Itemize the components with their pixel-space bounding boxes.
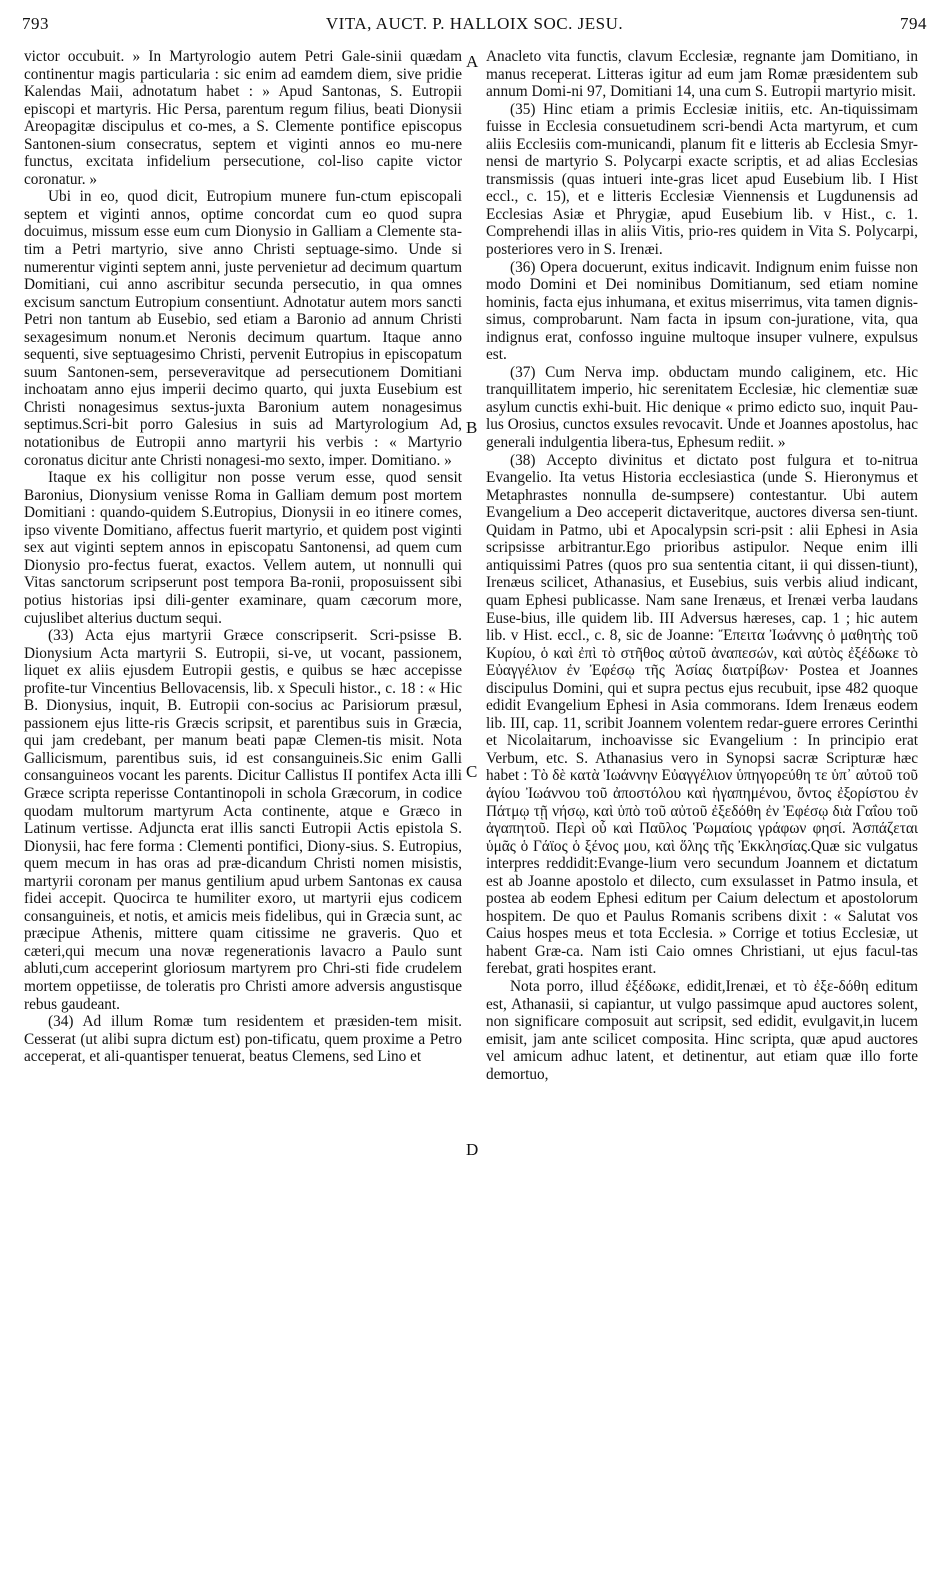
section-marker-a: A — [466, 52, 479, 71]
section-marker-b: B — [466, 418, 478, 437]
paragraph: victor occubuit. » In Martyrologio autem Petri Gale-sinii quædam continentur magis particularia : sic enim ad eamdem diem, sive pridie Kalendas Maii, adnotatum habet : » Apud Santonas, S. Eutropii episcopi et martyris. Hic Persa, parentum regum filius, beati Dionysii Areopagitæ discipulus et co-mes, a S. Clemente pontifice episcopus Santonen-sium consecratus, septem et viginti annos eo mu-nere functus, excitata infidelium persecutione, col-liso capite victor coronatur. » — [24, 48, 462, 188]
running-head: VITA, AUCT. P. HALLOIX SOC. JESU. — [325, 14, 624, 33]
paragraph: Itaque ex his colligitur non posse verum esse, quod sensit Baronius, Dionysium venisse Roma in Galliam demum post mortem Domitiani : quando-quidem S.Eutropius, Dionysii in eo itinere comes, ipso vivente Domitiano, affectus fuerit martyrio, et quidem post viginti sex aut viginti septem annos in episcopatu Santonensi, ad quem cum Dionysio pro-fectus fuerat, exactos. Vellem autem, ut nonnulli qui Vitas sanctorum scripserunt post tempora Ba-ronii, proposuissent sibi potius historias ipsi dili-genter examinare, quam cæcorum more, cujuslibet alterius ductum sequi. — [24, 469, 462, 627]
paragraph: Nota porro, illud ἐξέδωκε, edidit,Irenæi, et τὸ ἐξε-δόθη editum est, Athanasii, si capiantur, ut vulgo passimque apud auctores solent, non significare composuit aut scripsit, sed edidit, evulgavit,in lucem emisit, jam ante scilicet composita. Hinc scripta, quæ apud auctores vel amicum adhuc latent, et detinentur, aut etiam quæ illo forte demortuo, — [486, 977, 918, 1083]
right-column — [486, 48, 918, 1083]
paragraph: (36) Opera docuerunt, exitus indicavit. Indignum enim fuisse non modo Domini et Dei nominibus Domitianum, sed etiam nomine hominis, facta ejus inhumana, et exitus miserrimus, vita tamen dignis-simus, comprobarunt. Nam facta in ipsum con-juratione, vita, qua indignus erat, confosso inguine multoque insuper vulnere, expulsus est. — [486, 258, 918, 364]
paragraph: (35) Hinc etiam a primis Ecclesiæ initiis, etc. An-tiquissimam fuisse in Ecclesia consuetudinem scri-bendi Acta martyrum, et cum aliis Ecclesiis com-municandi, planum fit e litteris ab Ecclesia Smyr-nensi de martyrio S. Polycarpi exacte scriptis, et ad alias Ecclesias transmissis (quas intueri inte-gras licet apud Eusebium lib. I Hist eccl., c. 15), et e litteris Ecclesiæ Viennensis et Lugdunensis ad Ecclesias Asiæ et Phrygiæ, apud Eusebium lib. v Hist., c. 1. Comprehendi illas in aliis Vitis, prio-res quidem in Vita S. Polycarpi, posteriores vero in S. Irenæi. — [486, 100, 918, 259]
paragraph: (38) Accepto divinitus et dictato post fulgura et to-nitrua Evangelio. Ita vetus Historia ecclesiastica (unde S. Hieronymus et Metaphrastes nonnulla de-sumpsere) contestantur. Ubi autem Evangelium a Deo acceperit dictaveritque, auctores diversa sen-tiunt. Quidam in Patmo, ubi et Apocalypsin scri-psit : alii Ephesi in Asia scripsisse arbitrantur.Ego prioribus astipulor. Neque enim illi antiquissimi Patres (quos pro sua sententia citant, ii qui dissen-tiunt), Irenæus scilicet, Athanasius, et Eusebius, suis verbis aliud indicant, quam Ephesi publicasse. Nam sane Irenæus, et Irenæi verba laudans Euse-bius, ille quidem lib. III Adversus hæreses, cap. 1 ; hic autem lib. v Hist. eccl., c. 8, sic de Joanne: Ἔπειτα Ἰωάννης ὁ μαθητὴς τοῦ Κυρίου, ὁ καὶ ἐπὶ τὸ στῆθος αὐτοῦ ἀναπεσών, καὶ αὐτὸς ἐξέδωκε τὸ Εὐαγγέλιον ἐν Ἐφέσῳ τῆς Ἀσίας διατρίβων· Postea et Joannes discipulus Domini, qui et supra pectus ejus recubuit, ipse 482 quoque edidit Evangelium Ephesi in Asia commorans. Idem Irenæus eodem lib. III, cap. 11, scribit Joannem volentem redar-guere errores Cerinthi et Nicolaitarum, inchoavisse sic Evangelium : In principio erat Verbum, etc. S. Athanasius vero in Synopsi sacræ Scripturæ hæc habet : Τὸ δὲ κατὰ Ἰωάννην Εὐαγγέλιον ὑπηγορεύθη τε ὑπ᾽ αὐτοῦ τοῦ ἁγίου Ἰωάννου τοῦ ἀποστόλου καὶ ἠγαπημένου, ὄντος ἐξορίστου ἐν Πάτμῳ τῇ νήσῳ, καὶ ὑπὸ τοῦ αὐτοῦ ἐξεδόθη ἐν Ἐφέσῳ διὰ Γαΐου τοῦ ἀγαπητοῦ. Περὶ οὗ καὶ Παῦλος Ῥωμαίοις γράφων φησί. Ἀσπάζεται ὑμᾶς ὁ Γάϊος ὁ ξένος μου, καὶ ὅλης τῆς Ἐκκλησίας.Quæ sic vulgatus interpres reddidit:Evange-lium vero secundum Joannem et dictatum est ab Joanne apostolo et dilecto, cum exsulasset in Patmo insula, et postea ab eodem Ephesi editum per Caium delectum et apostolorum hospitem. De quo et Paulus Romanis scribens dixit : « Salutat vos Caius hospes meus et tota Ecclesia. » Corrige et totius Ecclesiæ, ut habent Græ-ca. Nam isti Caio omnes Christiani, ut ejus facul-tas ferebat, grati hospites erant. — [486, 451, 918, 978]
left-column — [24, 48, 462, 1066]
paragraph: (34) Ad illum Romæ tum residentem et præsiden-tem misit. Cesserat (ut alibi supra dictum est) pon-tificatu, quem proxime a Petro acceperat, et ali-quantisper tenuerat, beatus Clemens, sed Lino et — [24, 1013, 462, 1066]
section-marker-d: D — [466, 1140, 479, 1159]
paragraph: (37) Cum Nerva imp. obductam mundo caliginem, etc. Hic tranquillitatem imperio, hic serenitatem Ecclesiæ, hic clementiæ suæ asylum cunctis exhi-buit. Hic denique « primo edicto suo, inquit Pau-lus Orosius, cunctos exsules revocavit. Unde et Joannes apostolus, hac generali indulgentia libera-tus, Ephesum rediit. » — [486, 363, 918, 452]
section-marker-c: C — [466, 762, 478, 781]
page-header — [22, 14, 927, 38]
paragraph: Anacleto vita functis, clavum Ecclesiæ, regnante jam Domitiano, in manus receperat. Litteras igitur ad eum jam Romæ præsidentem sub annum Domi-ni 97, Domitiani 14, una cum S. Eutropii martyrio misit. — [486, 48, 918, 101]
paragraph: Ubi in eo, quod dicit, Eutropium munere fun-ctum episcopali septem et viginti annos, optime concordat cum eo quod supra docuimus, missum esse eum cum Dionysio in Galliam a Clemente sta-tim a Petri martyrio, sive anno Christi septuage-simo. Unde si numerentur viginti septem anni, juste pervenietur ad decimum quartum Domitiani, cui anno ascribitur secunda persecutio, in qua omnes excisum sanctum Eutropium consentiunt. Adnotatur autem mors sancti Petri non tantum ab Eusebio, sed etiam a Baronio ad annum Christi sexagesimum nonum.et Neronis decimum quartum. Itaque anno sequenti, sive septuagesimo Christi, pervenit Eutropius in episcopatum suum Santonen-sem, perseveravitque ad persecutionem Domitiani inchoatam anno ejus imperii decimo quarto, qui juxta Eusebium est Christi nonagesimus sextus-juxta Baronium autem nonagesimus septimus.Scri-bit porro Galesius in suis ad Martyrologium Ad, notationibus de Eutropii anno martyrii his verbis : « Martyrio coronatus dicitur ante Christi nonagesi-mo sexto, imper. Domitiano. » — [24, 188, 462, 469]
paragraph: (33) Acta ejus martyrii Græce conscripserit. Scri-psisse B. Dionysium Acta martyrii S. Eutropii, si-ve, ut vocant, passionem, liquet ex aliis ejusdem Eutropii gestis, e quibus se hæc accepisse profite-tur Vincentius Bellovacensis, lib. x Speculi histor., c. 18 : « Hic B. Dionysius, inquit, B. Eutropii con-socius ac Parisiorum præsul, passionem ejus litte-ris Græcis scripsit, et parentibus suis in Græcia, qui jam credebant, per manum beati papæ Clemen-tis misit. Nota Gallicismum, parentibus suis, id est consanguineis.Sic enim Galli consanguineos vocant les parents. Dicitur Callistus II pontifex Acta illi Græce scripta reperisse Contantinopoli in schola Græcorum, in codice quodam multorum martyrum Acta continente, atque e Græco in Latinum vertisse. Adjuncta erat illis sancti Eutropii Actis epistola S. Dionysii, hac fere forma : Clementi pontifici, Diony-sius. S. Eutropius, quem mecum in has oras ad præ-dicandum Christi nomen misistis, martyrii coronam per manus gentilium apud urbem Santonas ex causa fidei accepit. Quocirca te humiliter exoro, ut martyrii ejus codicem consanguineis, et notis, et amicis meis fidelibus, qui in Græcia sunt, ac præcipue Athenis, mittere quam citissime ne graveris. Quo et cæteri,qui mecum una novæ regenerationis lavacro a Paulo sunt abluti,cum acceperint gloriosum martyrem pro Chri-sti fide crudelem mortem oppetiisse, de toleratis pro Christi amore adversis angustisque rebus gaudeant. — [24, 627, 462, 1013]
page-number-left: 793 — [22, 14, 49, 33]
page-number-right: 794 — [900, 14, 927, 33]
